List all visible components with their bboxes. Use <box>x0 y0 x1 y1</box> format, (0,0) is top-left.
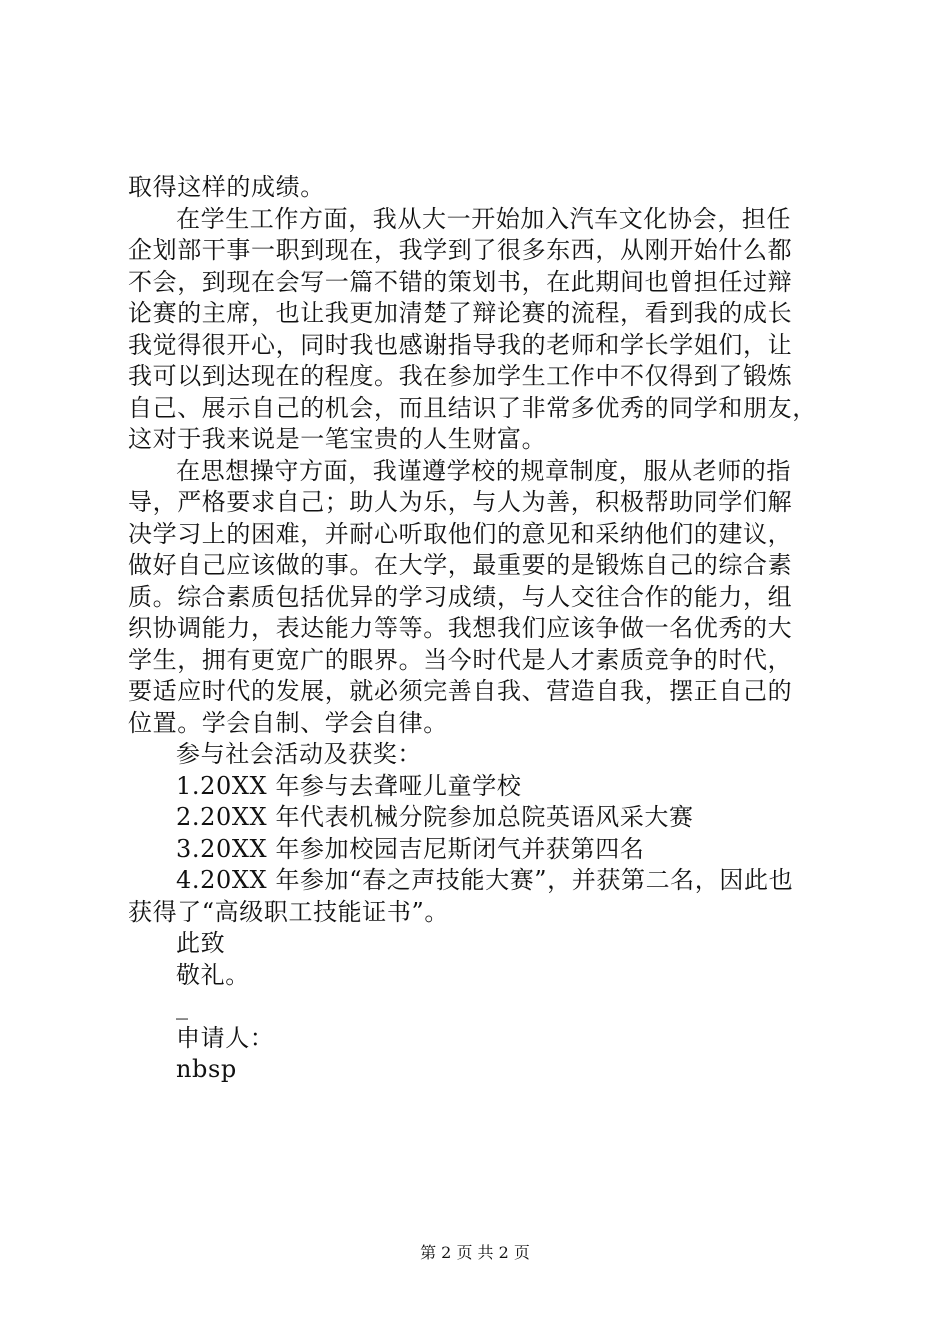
text-line: 我可以到达现在的程度。我在参加学生工作中不仅得到了锻炼 <box>128 362 793 390</box>
text-line: 论赛的主席，也让我更加清楚了辩论赛的流程，看到我的成长 <box>128 299 793 327</box>
text-line: 决学习上的困难，并耐心听取他们的意见和采纳他们的建议， <box>128 519 793 548</box>
text-line: 学生，拥有更宽广的眼界。当今时代是人才素质竞争的时代， <box>128 645 793 674</box>
text-line: 企划部干事一职到现在，我学到了很多东西，从刚开始什么都 <box>128 236 793 264</box>
text-line: nbsp <box>176 1055 237 1083</box>
text-line: 在思想操守方面，我谨遵学校的规章制度，服从老师的指 <box>176 456 791 485</box>
text-line: 这对于我来说是一笔宝贵的人生财富。 <box>128 425 547 453</box>
text-line: 4.20XX 年参加“春之声技能大赛”，并获第二名，因此也 <box>176 866 794 894</box>
text-line: 此致 <box>176 929 226 957</box>
text-line: 质。综合素质包括优异的学习成绩，与人交往合作的能力，组 <box>128 582 793 611</box>
text-line: 织协调能力，表达能力等等。我想我们应该争做一名优秀的大 <box>128 614 793 642</box>
text-line: 申请人： <box>176 1023 275 1052</box>
text-line: 自己、展示自己的机会，而且结识了非常多优秀的同学和朋友， <box>128 393 817 422</box>
text-line: 位置。学会自制、学会自律。 <box>128 708 448 737</box>
text-line: 3.20XX 年参加校园吉尼斯闭气并获第四名 <box>176 834 645 863</box>
text-line: 在学生工作方面，我从大一开始加入汽车文化协会，担任 <box>176 204 791 233</box>
text-line: 2.20XX 年代表机械分院参加总院英语风采大赛 <box>176 803 694 831</box>
text-line: 做好自己应该做的事。在大学，最重要的是锻炼自己的综合素 <box>128 551 793 579</box>
text-line: 1.20XX 年参与去聋哑儿童学校 <box>176 771 522 800</box>
text-line: 获得了“高级职工技能证书”。 <box>128 897 449 926</box>
text-line: 取得这样的成绩。 <box>128 173 325 201</box>
text-line: _ <box>176 992 189 1020</box>
text-line: 导，严格要求自己；助人为乐，与人为善，积极帮助同学们解 <box>128 488 793 516</box>
text-line: 不会，到现在会写一篇不错的策划书，在此期间也曾担任过辩 <box>128 267 793 296</box>
document-body <box>128 172 836 1086</box>
text-line: 敬礼。 <box>176 960 250 989</box>
page-footer: 第 2 页 共 2 页 <box>420 1243 530 1262</box>
text-line: 我觉得很开心，同时我也感谢指导我的老师和学长学姐们，让 <box>128 330 793 359</box>
text-line: 参与社会活动及获奖： <box>176 740 422 768</box>
text-line: 要适应时代的发展，就必须完善自我、营造自我，摆正自己的 <box>128 677 793 705</box>
